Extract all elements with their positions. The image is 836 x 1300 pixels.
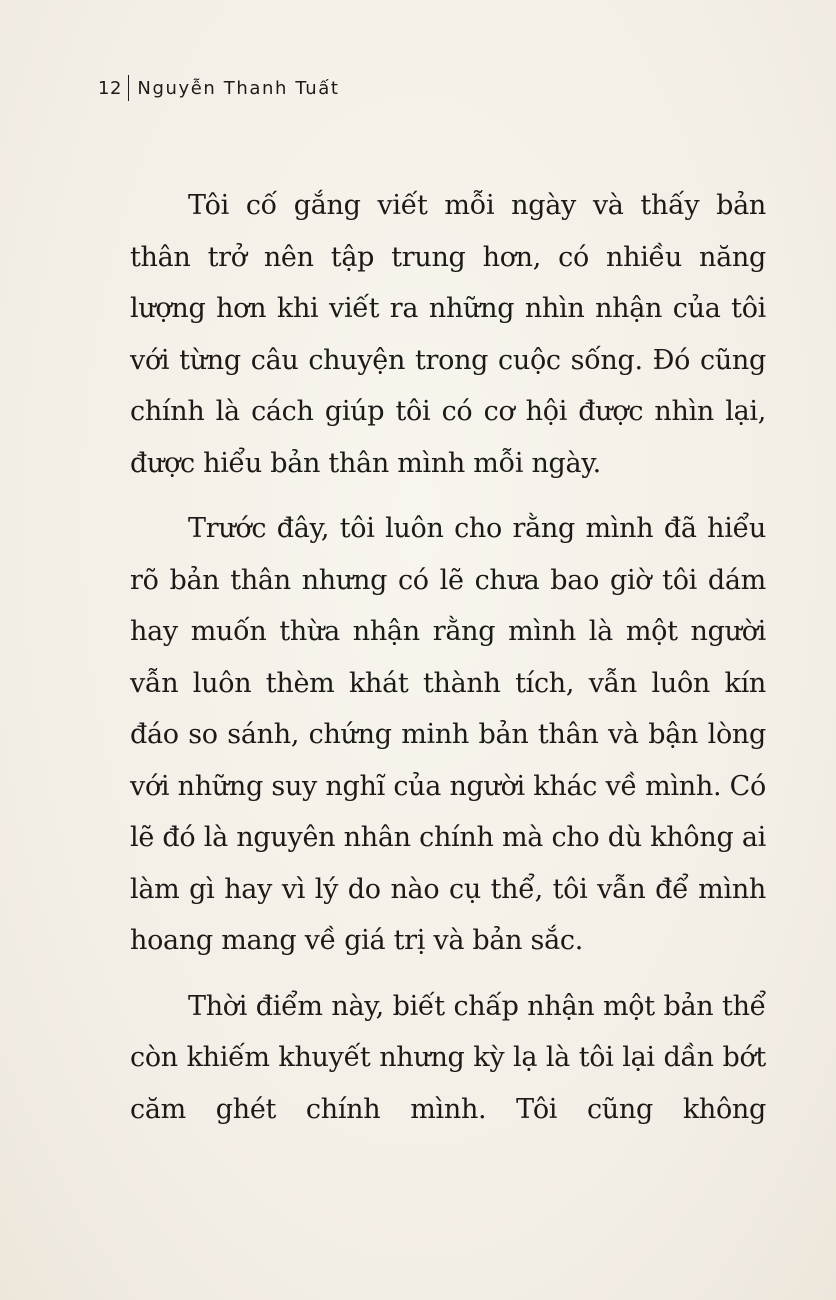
running-header — [98, 72, 340, 104]
author-name: Nguyễn Thanh Tuất — [137, 77, 340, 99]
page-number: 12 — [98, 77, 122, 99]
header-divider — [128, 75, 130, 101]
body-text — [130, 180, 766, 1149]
paragraph-1: Tôi cố gắng viết mỗi ngày và thấy bản thân trở nên tập trung hơn, có nhiều năng lượng hơn khi viết ra những nhìn nhận của tôi với từng câu chuyện trong cuộc sống. Đó cũng chính là cách giúp tôi có cơ hội được nhìn lại, được hiểu bản thân mình mỗi ngày. — [130, 190, 766, 479]
paragraph-3: Thời điểm này, biết chấp nhận một bản thể còn khiếm khuyết nhưng kỳ lạ là tôi lại dần bớt căm ghét chính mình. Tôi cũng không — [130, 990, 766, 1125]
paragraph-2: Trước đây, tôi luôn cho rằng mình đã hiểu rõ bản thân nhưng có lẽ chưa bao giờ tôi dám hay muốn thừa nhận rằng mình là một người vẫn luôn thèm khát thành tích, vẫn luôn kín đáo so sánh, chứng minh bản thân và bận lòng với những suy nghĩ của người khác về mình. Có lẽ đó là nguyên nhân chính mà cho dù không ai làm gì hay vì lý do nào cụ thể, tôi vẫn để mình hoang mang về giá trị và bản sắc. — [130, 513, 766, 956]
